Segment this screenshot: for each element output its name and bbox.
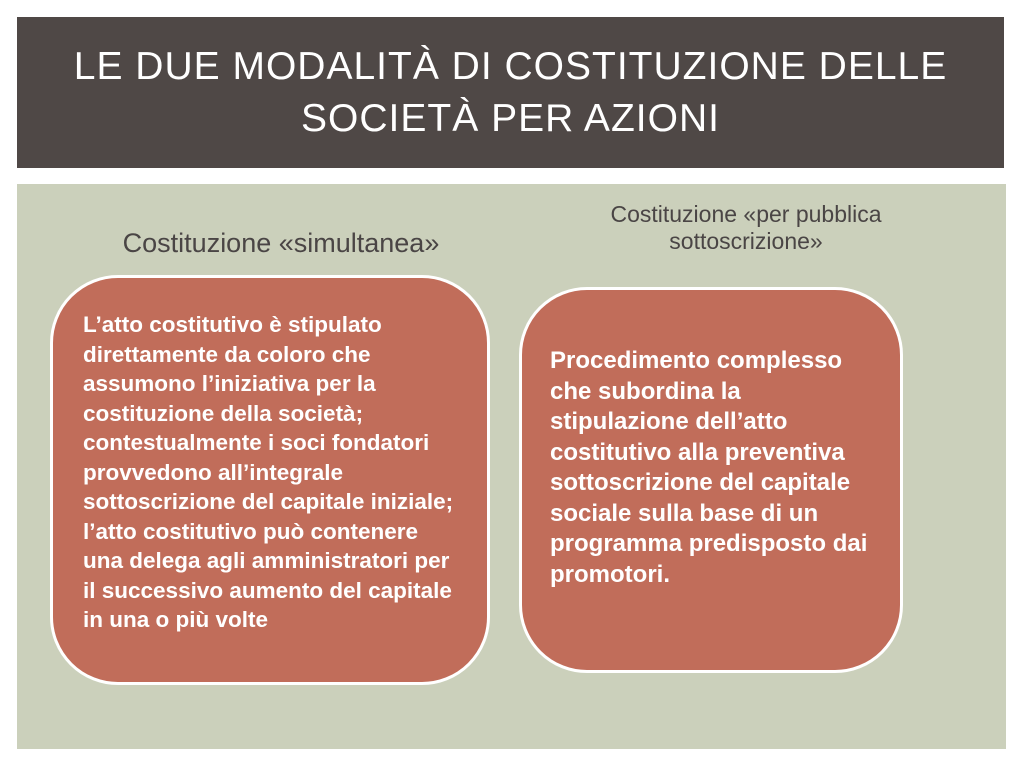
title-bar <box>17 17 1004 168</box>
simultaneous-formation-text: L’atto costitutivo è stipulato direttamente da coloro che assumono l’iniziativa per la costituzione della società; contestualmente i soci fondatori provvedono all’integrale sottoscrizione del capitale iniziale; l’atto costitutivo può contenere una delega agli amministratori per il successivo aumento del capitale in una o più volte <box>83 312 454 632</box>
left-column-heading: Costituzione «simultanea» <box>122 228 440 258</box>
public-subscription-box <box>519 287 903 673</box>
slide-title: LE DUE MODALITÀ DI COSTITUZIONE DELLE SOCIETÀ PER AZIONI <box>73 44 948 140</box>
right-column-heading: Costituzione «per pubblica sottoscrizione» <box>610 201 882 254</box>
simultaneous-formation-box <box>50 275 490 685</box>
public-subscription-text: Procedimento complesso che subordina la stipulazione dell’atto costitutivo alla preventiva sottoscrizione del capitale sociale sulla base di un programma predisposto dai promotori. <box>550 347 868 588</box>
